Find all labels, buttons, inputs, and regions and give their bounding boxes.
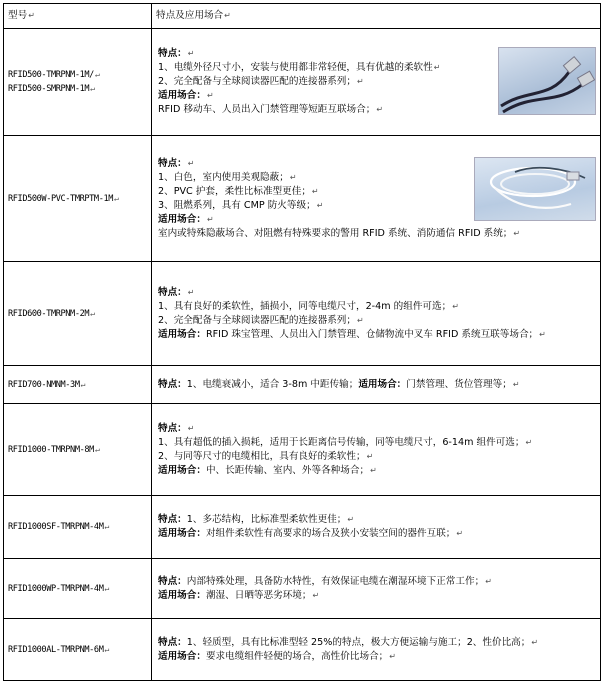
table-row [4, 136, 601, 262]
model-cell [4, 619, 152, 681]
table-row [4, 559, 601, 619]
table-row [4, 262, 601, 366]
paragraph-mark: ↵ [539, 329, 546, 339]
model-number: RFID500-SMRPNM-1M↵ [8, 84, 95, 94]
header-features: 特点及应用场合 [156, 10, 224, 21]
description-line [158, 422, 598, 436]
feature-text: 室内或特殊隐蔽场合、对阻燃有特殊要求的警用 RFID 系统、消防通信 RFID 系统； [158, 227, 513, 239]
description-cell [152, 559, 601, 619]
description-line [158, 575, 598, 589]
feature-heading: 适用场合： [158, 328, 206, 340]
paragraph-mark: ↵ [370, 465, 377, 475]
description-line [158, 227, 598, 241]
feature-text: 门禁管理、货位管理等； [406, 378, 512, 390]
paragraph-mark: ↵ [90, 308, 95, 318]
paragraph-mark: ↵ [90, 84, 95, 93]
paragraph-mark: ↵ [104, 583, 109, 593]
paragraph-mark: ↵ [104, 644, 109, 654]
feature-text: 要求电缆组件轻便的场合，高性价比场合； [205, 650, 389, 662]
description-line [158, 89, 494, 103]
description-cell [152, 404, 601, 496]
feature-heading: 特点： [158, 157, 187, 169]
paragraph-mark: ↵ [80, 379, 86, 389]
feature-text: 对组件柔软性有高要求的场合及狭小安装空间的器件互联； [205, 528, 456, 539]
description-line [158, 61, 494, 75]
feature-text: 中、长距传输、室内、外等各种场合； [205, 464, 370, 476]
paragraph-mark: ↵ [531, 637, 539, 647]
table-row [4, 404, 601, 496]
description-line [158, 157, 470, 171]
header-features-cell: 特点及应用场合↵ [152, 4, 601, 29]
feature-text: 2、完全配备与全球阅读器匹配的连接器系列； [158, 314, 356, 326]
paragraph-mark: ↵ [452, 301, 459, 311]
feature-heading: 适用场合： [358, 378, 407, 390]
description-cell [152, 496, 601, 559]
feature-heading: 适用场合： [158, 90, 206, 101]
description-line [158, 47, 494, 61]
feature-text: 1、电缆衰减小，适合 3-8m 中距传输； [186, 378, 359, 390]
feature-text: 1、具有良好的柔软性，插损小，同等电缆尺寸，2-4m 的组件可选； [158, 300, 452, 312]
model-number: RFID500W-PVC-TMRPTM-1M↵ [8, 193, 119, 204]
description-line [158, 636, 598, 650]
feature-heading: 特点： [158, 378, 187, 390]
description-line [158, 103, 494, 117]
feature-text: 3、阻燃系列，具有 CMP 防火等级； [158, 199, 316, 211]
feature-heading: 特点： [158, 286, 187, 298]
feature-heading: 特点： [158, 48, 187, 59]
table-row [4, 496, 601, 559]
model-cell [4, 136, 152, 262]
paragraph-mark: ↵ [206, 91, 214, 100]
description-cell [152, 29, 601, 136]
feature-heading: 特点： [158, 514, 187, 525]
model-number: RFID600-TMRPNM-2M↵ [8, 308, 95, 319]
feature-text: 1、轻质型，具有比标准型轻 25%的特点，极大方便运输与施工；2、性价比高； [186, 636, 531, 648]
description-line [158, 328, 598, 342]
paragraph-mark: ↵ [347, 515, 355, 524]
model-number: RFID700-NMNM-3M↵ [8, 379, 86, 390]
description-line [158, 589, 598, 603]
white-cable-coil-photo [474, 157, 596, 221]
description-line [158, 171, 470, 185]
paragraph-mark: ↵ [114, 193, 119, 203]
feature-heading: 适用场合： [158, 528, 206, 539]
paragraph-mark: ↵ [376, 105, 384, 114]
feature-text: RFID 移动车、人员出入门禁管理等短距互联场合； [158, 104, 376, 115]
feature-heading: 特点： [158, 575, 187, 587]
description-cell [152, 366, 601, 404]
paragraph-mark: ↵ [456, 529, 464, 538]
feature-text: 1、电缆外径尺寸小，安装与使用都非常轻便，具有优越的柔软性 [158, 62, 433, 73]
paragraph-mark: ↵ [366, 451, 374, 461]
feature-heading: 特点： [158, 422, 187, 434]
spec-table [3, 3, 601, 681]
feature-heading: 特点： [158, 636, 187, 648]
description-cell [152, 619, 601, 681]
paragraph-mark: ↵ [94, 70, 100, 79]
paragraph-mark: ↵ [356, 77, 364, 86]
model-cell [4, 496, 152, 559]
model-number: RFID1000-TMRPNM-8M↵ [8, 444, 100, 455]
model-number: RFID1000AL-TMRPNM-6M↵ [8, 644, 109, 655]
paragraph-mark: ↵ [104, 522, 109, 531]
table-row [4, 619, 601, 681]
feature-heading: 适用场合： [158, 650, 206, 662]
cable-connector-photo [498, 47, 596, 115]
feature-text: 1、具有超低的插入损耗，适用于长距离信号传输，同等电缆尺寸，6-14m 组件可选； [158, 436, 525, 448]
header-model: 型号 [8, 10, 28, 21]
feature-heading: 适用场合： [158, 213, 206, 225]
feature-heading: 适用场合： [158, 464, 206, 476]
paragraph-mark: ↵ [206, 214, 214, 224]
feature-heading: 适用场合： [158, 589, 206, 601]
paragraph-mark: ↵ [187, 49, 195, 58]
header-model-cell: 型号↵ [4, 4, 152, 29]
paragraph-mark: ↵ [94, 444, 100, 454]
description-line [158, 213, 470, 227]
description-line [158, 527, 598, 541]
paragraph-mark: ↵ [485, 576, 492, 586]
paragraph-mark: ↵ [525, 437, 533, 447]
description-line [158, 378, 598, 392]
feature-text: 内部特殊处理，具备防水特性，有效保证电缆在潮湿环境下正常工作； [186, 575, 485, 587]
description-line [158, 513, 598, 527]
feature-text: 2、与同等尺寸的电缆相比，具有良好的柔软性； [158, 450, 366, 462]
paragraph-mark: ↵ [356, 315, 364, 325]
description-line [158, 464, 598, 478]
paragraph-mark: ↵ [187, 158, 195, 168]
description-line [158, 199, 470, 213]
feature-text: 1、白色，室内使用美观隐蔽； [158, 171, 289, 183]
paragraph-mark: ↵ [389, 651, 396, 661]
table-row [4, 29, 601, 136]
paragraph-mark: ↵ [187, 423, 195, 433]
model-cell [4, 559, 152, 619]
paragraph-mark: ↵ [312, 590, 320, 600]
paragraph-mark: ↵ [513, 228, 521, 238]
table-row [4, 366, 601, 404]
description-line [158, 300, 598, 314]
description-line [158, 185, 470, 199]
description-line [158, 436, 598, 450]
model-number: RFID1000SF-TMRPNM-4M↵ [8, 522, 109, 532]
feature-text: 2、PVC 护套，柔性比标准型更佳； [158, 185, 311, 197]
model-cell [4, 262, 152, 366]
feature-text: 1、多芯结构，比标准型柔软性更佳； [186, 514, 347, 525]
feature-text: RFID 珠宝管理、人员出入门禁管理、仓储物流中叉车 RFID 系统互联等场合； [205, 328, 539, 340]
model-number: RFID1000WP-TMRPNM-4M↵ [8, 583, 109, 594]
description-cell [152, 262, 601, 366]
description-line [158, 286, 598, 300]
paragraph-mark: ↵ [316, 200, 324, 210]
description-line [158, 450, 598, 464]
paragraph-mark: ↵ [512, 379, 520, 389]
description-line [158, 650, 598, 664]
paragraph-mark: ↵ [187, 287, 195, 297]
paragraph-mark: ↵ [289, 172, 297, 182]
paragraph-mark: ↵ [311, 186, 319, 196]
model-cell [4, 404, 152, 496]
paragraph-mark: ↵ [433, 63, 441, 72]
model-cell [4, 366, 152, 404]
model-number: RFID500-TMRPNM-1M/↵ [8, 70, 100, 80]
feature-text: 潮湿、日晒等恶劣环境； [205, 589, 312, 601]
description-cell [152, 136, 601, 262]
model-cell [4, 29, 152, 136]
description-line [158, 75, 494, 89]
feature-text: 2、完全配备与全球阅读器匹配的连接器系列； [158, 76, 356, 87]
description-line [158, 314, 598, 328]
table-header-row [4, 4, 601, 29]
